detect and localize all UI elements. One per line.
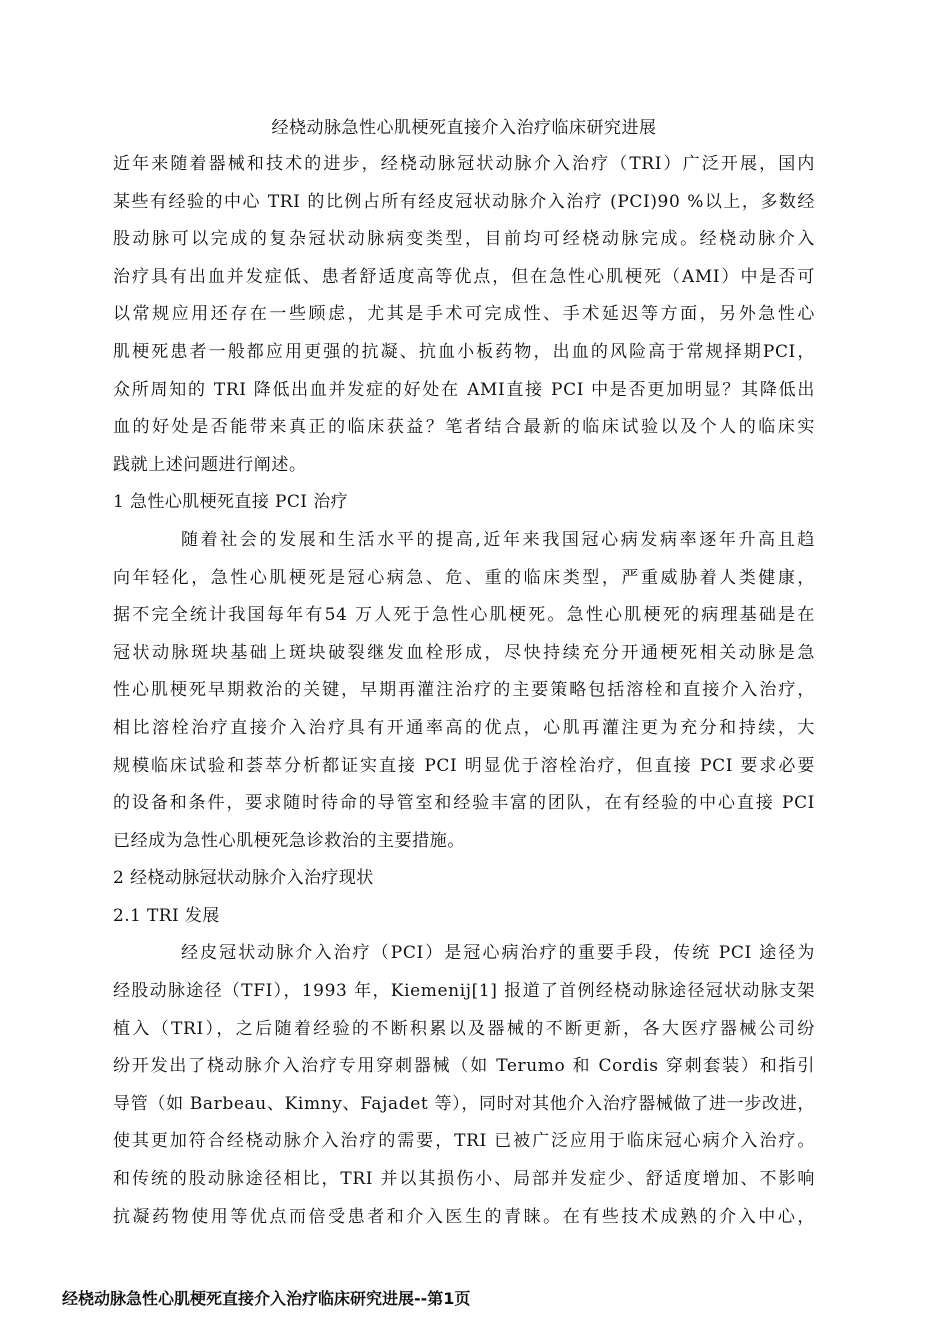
intro-line: 股动脉可以完成的复杂冠状动脉病变类型，目前均可经桡动脉完成。经桡动脉介入 <box>113 229 815 250</box>
section-2-heading: 2 经桡动脉冠状动脉介入治疗现状 <box>113 868 374 889</box>
section-1-line: 规模临床试验和荟萃分析都证实直接 PCI 明显优于溶栓治疗，但直接 PCI 要求必要 <box>113 755 815 776</box>
section-2-1-line: 经皮冠状动脉介入治疗（PCI）是冠心病治疗的重要手段，传统 PCI 途径为 <box>181 943 815 964</box>
intro-line: 某些有经验的中心 TRI 的比例占所有经皮冠状动脉介入治疗 (PCI)90 %以上，多数经 <box>113 191 815 212</box>
intro-line: 众所周知的 TRI 降低出血并发症的好处在 AMI直接 PCI 中是否更加明显？其降低出 <box>113 379 815 400</box>
section-2-1-heading: 2.1 TRI 发展 <box>113 905 220 926</box>
section-2-1-line: 植入（TRI），之后随着经验的不断积累以及器械的不断更新，各大医疗器械公司纷 <box>113 1018 815 1039</box>
intro-paragraph <box>113 146 815 484</box>
section-1-line: 的设备和条件，要求随时待命的导管室和经验丰富的团队，在有经验的中心直接 PCI <box>113 793 815 814</box>
section-1-line: 向年轻化，急性心肌梗死是冠心病急、危、重的临床类型，严重威胁着人类健康， <box>113 567 815 588</box>
section-1-line: 随着社会的发展和生活水平的提高,近年来我国冠心病发病率逐年升高且趋 <box>181 529 815 550</box>
section-1-line: 据不完全统计我国每年有54 万人死于急性心肌梗死。急性心肌梗死的病理基础是在 <box>113 605 815 626</box>
section-2-1-line: 抗凝药物使用等优点而倍受患者和介入医生的青睐。在有些技术成熟的介入中心， <box>113 1206 815 1227</box>
section-2-1-line: 纷开发出了桡动脉介入治疗专用穿刺器械（如 Terumo 和 Cordis 穿刺套装）和指引 <box>113 1056 815 1077</box>
page-footer: 经桡动脉急性心肌梗死直接介入治疗临床研究进展--第1页 <box>62 1289 471 1308</box>
intro-line: 肌梗死患者一般都应用更强的抗凝、抗血小板药物，出血的风险高于常规择期PCI， <box>113 341 815 362</box>
intro-line: 以常规应用还存在一些顾虑，尤其是手术可完成性、手术延迟等方面，另外急性心 <box>113 304 815 325</box>
section-1-line: 冠状动脉斑块基础上斑块破裂继发血栓形成，尽快持续充分开通梗死相关动脉是急 <box>113 642 815 663</box>
section-2-1-line: 导管（如 Barbeau、Kimny、Fajadet 等），同时对其他介入治疗器械做了进一步改进， <box>113 1093 815 1114</box>
intro-line: 治疗具有出血并发症低、患者舒适度高等优点，但在急性心肌梗死（AMI）中是否可 <box>113 266 815 287</box>
section-2-1-paragraph <box>113 935 815 1236</box>
section-1-line: 相比溶栓治疗直接介入治疗具有开通率高的优点，心肌再灌注更为充分和持续，大 <box>113 717 815 738</box>
section-2-1-line: 使其更加符合经桡动脉介入治疗的需要，TRI 已被广泛应用于临床冠心病介入治疗。 <box>113 1131 815 1152</box>
section-1-heading: 1 急性心肌梗死直接 PCI 治疗 <box>113 492 348 513</box>
document-body <box>113 110 815 1236</box>
section-1-line: 已经成为急性心肌梗死急诊救治的主要措施。 <box>113 830 465 851</box>
document-title: 经桡动脉急性心肌梗死直接介入治疗临床研究进展 <box>271 118 657 138</box>
intro-line: 践就上述问题进行阐述。 <box>113 454 307 475</box>
section-1-line: 性心肌梗死早期救治的关键，早期再灌注治疗的主要策略包括溶栓和直接介入治疗， <box>113 680 815 701</box>
section-1-paragraph <box>113 522 815 860</box>
intro-line: 血的好处是否能带来真正的临床获益？笔者结合最新的临床试验以及个人的临床实 <box>113 417 815 438</box>
intro-line: 近年来随着器械和技术的进步，经桡动脉冠状动脉介入治疗（TRI）广泛开展，国内 <box>113 154 815 174</box>
section-2-1-line: 和传统的股动脉途径相比，TRI 并以其损伤小、局部并发症少、舒适度增加、不影响 <box>113 1169 815 1190</box>
section-2-1-line: 经股动脉途径（TFI），1993 年，Kiemenij[1] 报道了首例经桡动脉途径冠状动脉支架 <box>113 981 815 1002</box>
